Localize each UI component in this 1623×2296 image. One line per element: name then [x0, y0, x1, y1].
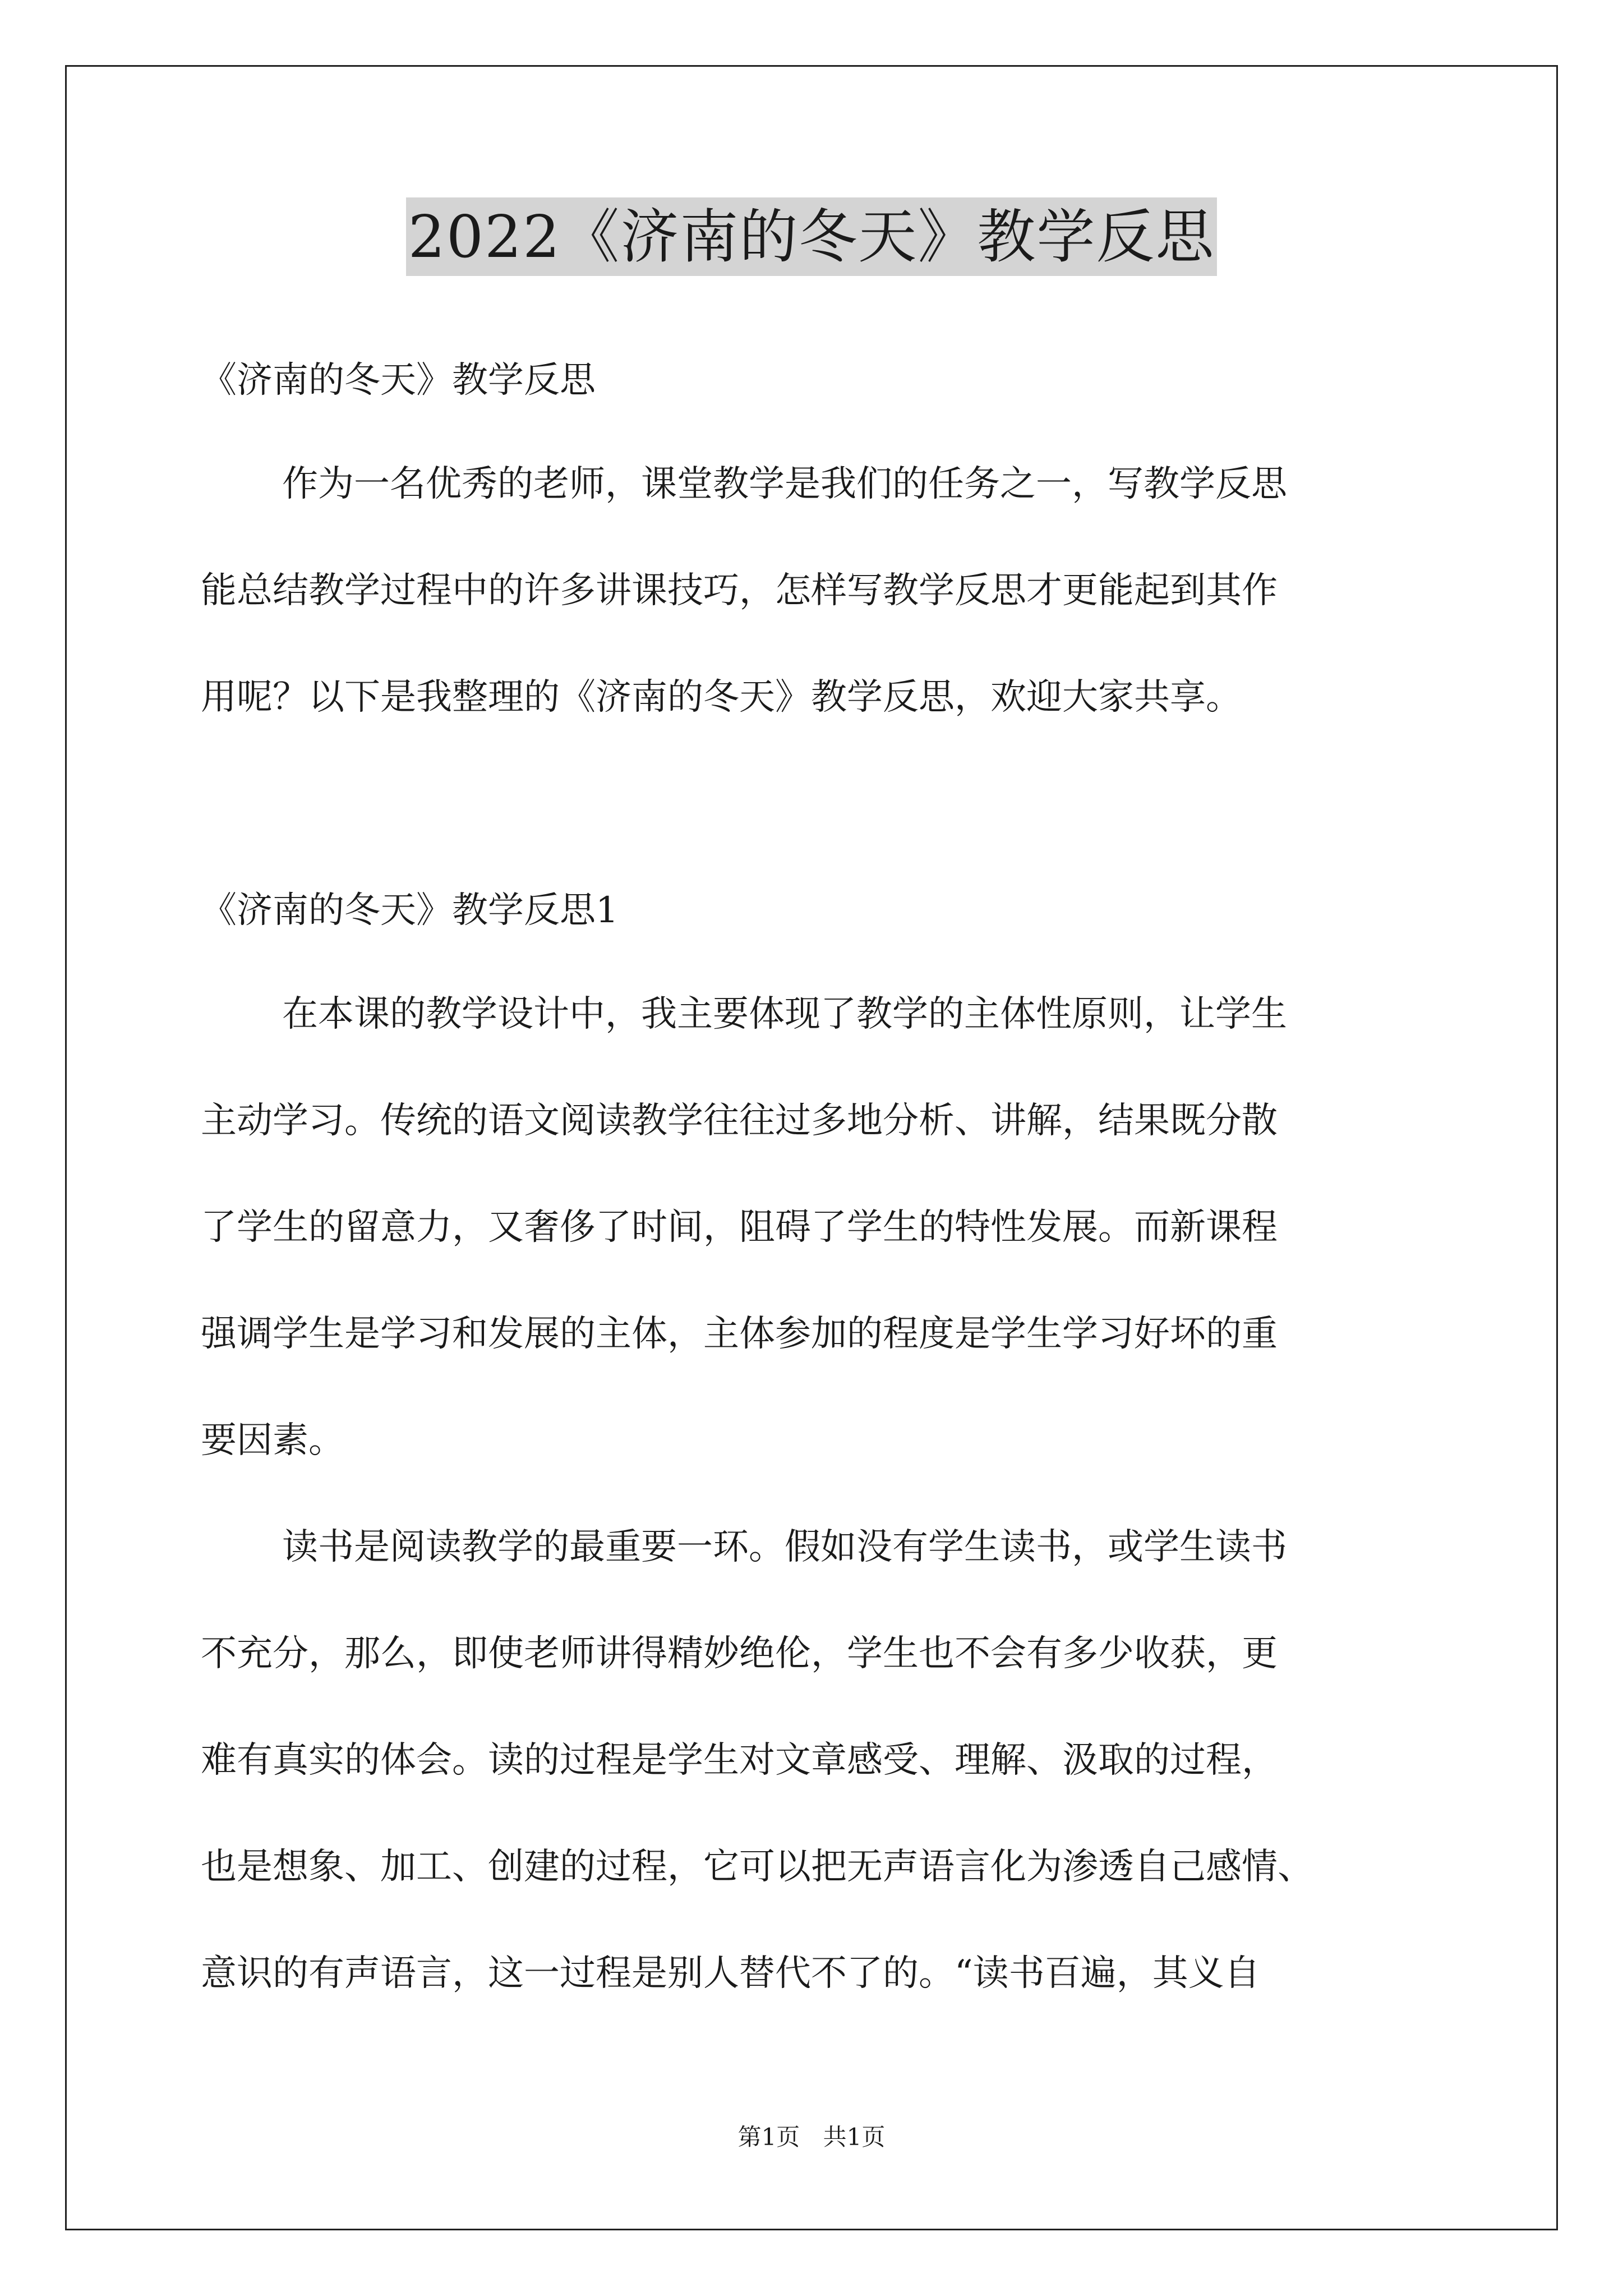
paragraph-line: 在本课的教学设计中，我主要体现了教学的主体性原则，让学生	[282, 993, 1287, 1035]
paragraph-line: 用呢？以下是我整理的《济南的冬天》教学反思，欢迎大家共享。	[201, 677, 1242, 718]
paragraph-line: 不充分，那么，即使老师讲得精妙绝伦，学生也不会有多少收获，更	[201, 1633, 1278, 1674]
paragraph-line: 作为一名优秀的老师，课堂教学是我们的任务之一，写教学反思	[282, 463, 1287, 505]
paragraph-line: 要因素。	[201, 1420, 344, 1461]
title-container	[0, 197, 1623, 276]
page-number: 第1页	[737, 2123, 800, 2151]
page-total: 共1页	[823, 2123, 886, 2151]
paragraph-line: 意识的有声语言，这一过程是别人替代不了的。“读书百遍，其义自	[201, 1953, 1260, 1994]
document-title: 2022《济南的冬天》教学反思	[406, 197, 1218, 276]
section-heading: 《济南的冬天》教学反思	[201, 360, 596, 401]
page-footer	[0, 2120, 1623, 2154]
paragraph-line: 也是想象、加工、创建的过程，它可以把无声语言化为渗透自己感情、	[201, 1846, 1313, 1888]
paragraph-line: 主动学习。传统的语文阅读教学往往过多地分析、讲解，结果既分散	[201, 1100, 1278, 1142]
paragraph-line: 了学生的留意力，又奢侈了时间，阻碍了学生的特性发展。而新课程	[201, 1207, 1278, 1248]
paragraph-line: 难有真实的体会。读的过程是学生对文章感受、理解、汲取的过程，	[201, 1740, 1278, 1781]
paragraph-line: 读书是阅读教学的最重要一环。假如没有学生读书，或学生读书	[282, 1526, 1287, 1568]
section-heading: 《济南的冬天》教学反思1	[201, 890, 619, 931]
paragraph-line: 能总结教学过程中的许多讲课技巧，怎样写教学反思才更能起到其作	[201, 570, 1278, 611]
paragraph-line: 强调学生是学习和发展的主体，主体参加的程度是学生学习好坏的重	[201, 1313, 1278, 1355]
